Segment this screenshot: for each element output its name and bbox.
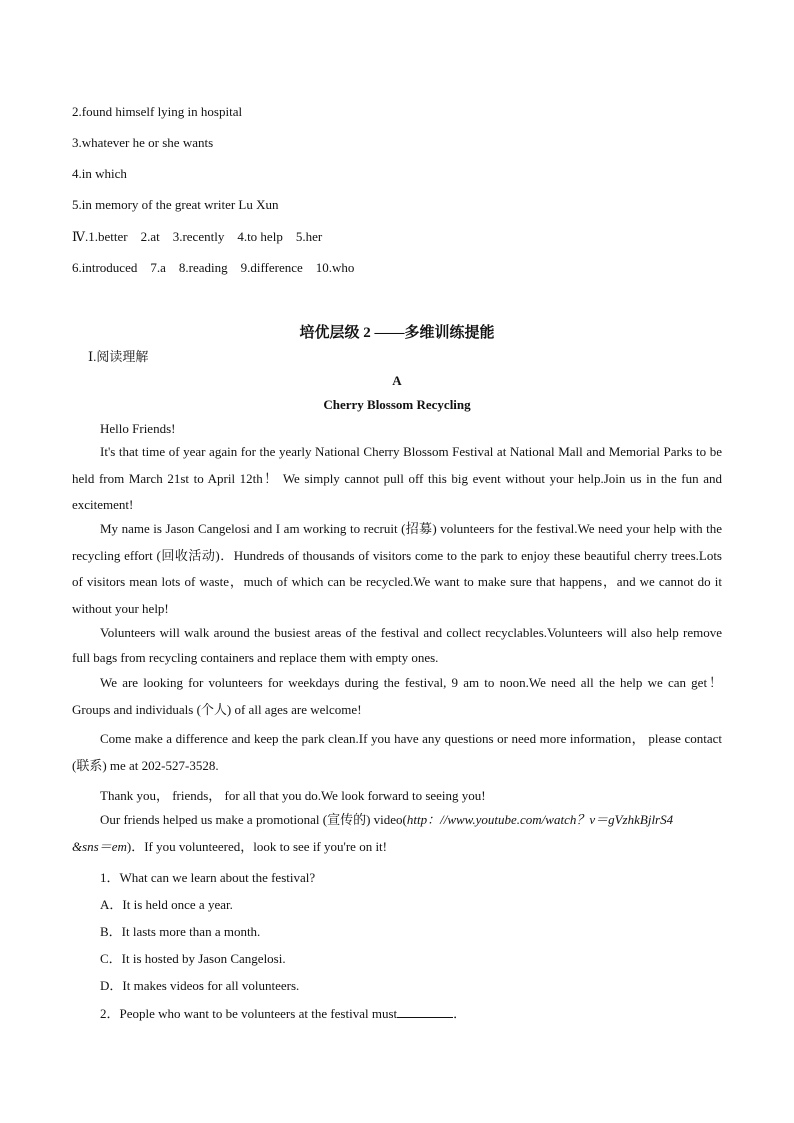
paragraph-2 [72,516,722,622]
paragraph-text: )．If you volunteered，look to see if you're on it! [126,838,387,854]
passage-letter: A [392,373,402,388]
answer-line: Ⅳ.1.better 2.at 3.recently 4.to help 5.her [72,229,323,244]
option-b: B．It lasts more than a month. [100,924,261,939]
passage-title: Cherry Blossom Recycling [323,397,471,412]
video-link[interactable]: http：//www.youtube.com/watch？v＝gVzhkBjlrS4 [406,812,674,827]
option-c: C．It is hosted by Jason Cangelosi. [100,951,286,966]
paragraph-text: Come make a difference and keep the park clean.If you have any questions or need more information， please contact (联系) me at 202-527-3528. [72,731,722,773]
section-title: 培优层级 2 ——多维训练提能 [299,325,495,341]
paragraph-6: Thank you， friends， for all that you do.We look forward to seeing you! [100,788,486,803]
option-a: A．It is held once a year. [100,897,233,912]
question-2 [100,1003,466,1022]
paragraph-1 [72,439,722,519]
question-text: 2．People who want to be volunteers at the festival must [100,1006,398,1021]
answer-line: 4.in which [72,166,127,181]
video-link-cont[interactable]: &sns＝em [72,838,127,854]
paragraph-text: We are looking for volunteers for weekdays during the festival, 9 am to noon.We need all the help we can get！ Groups and individuals (个人) of all ages are welcome! [72,675,722,717]
question-1: 1．What can we learn about the festival? [100,870,316,885]
paragraph-3 [72,621,722,670]
paragraph-4 [72,670,722,723]
paragraph-text: It's that time of year again for the yearly National Cherry Blossom Festival at National Mall and Memorial Parks to be held from March 21st to April 12th！ We simply cannot pull off this big event without your help.Join us in the fun and excitement! [72,444,722,512]
answer-line: 2.found himself lying in hospital [72,104,243,119]
paragraph-text: Our friends helped us make a promotional (宣传的) video( [100,812,407,827]
answer-line: 5.in memory of the great writer Lu Xun [72,197,279,212]
greeting: Hello Friends! [100,421,176,436]
question-punct: ． [453,1006,467,1021]
answer-line: 3.whatever he or she wants [72,135,214,150]
paragraph-7 [72,807,722,860]
part-heading: Ⅰ.阅读理解 [88,349,149,364]
paragraph-text: Volunteers will walk around the busiest areas of the festival and collect recyclables.Volunteers will also help remove full bags from recycling containers and replace them with empty ones. [72,625,722,665]
answer-line: 6.introduced 7.a 8.reading 9.difference 10.who [72,260,355,275]
answer-blank[interactable] [397,1005,453,1018]
paragraph-text: My name is Jason Cangelosi and I am working to recruit (招募) volunteers for the festival.We need your help with the recycling effort (回收活动)．Hundreds of thousands of visitors come to the park to enjoy these beautiful cherry trees.Lots of visitors mean lots of waste，much of which can be recycled.We want to make sure that happens，and we cannot do it without your help! [72,521,722,616]
option-d: D．It makes videos for all volunteers. [100,978,300,993]
paragraph-5 [72,726,722,779]
